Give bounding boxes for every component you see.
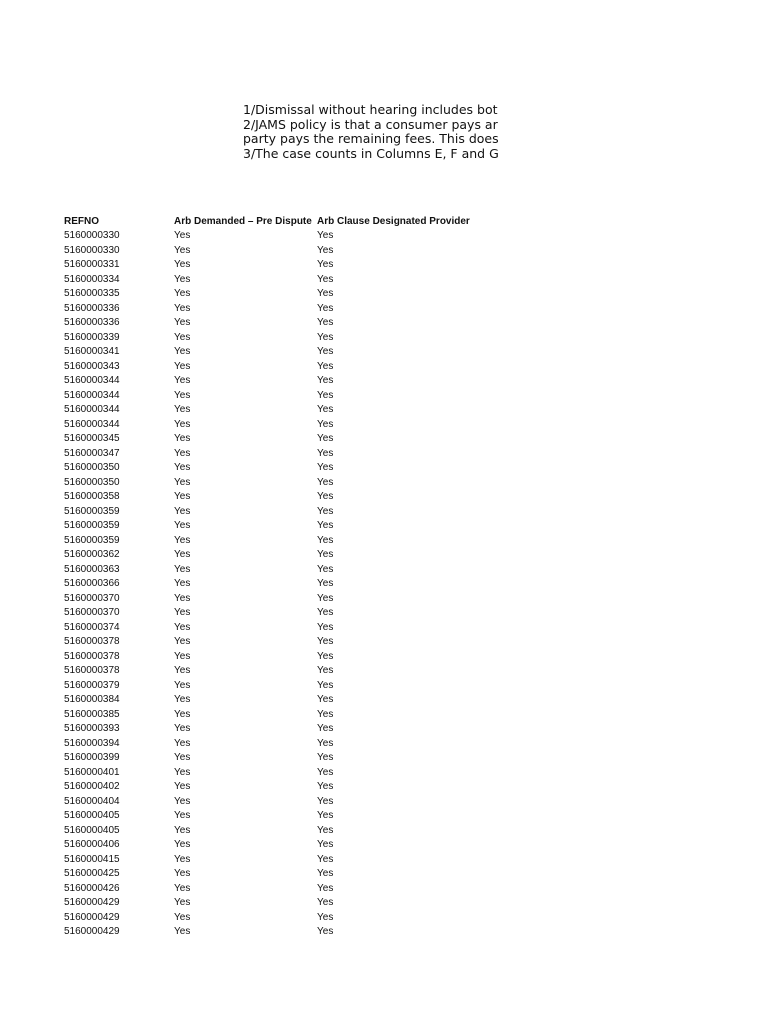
cell-refno: 5160000429 (64, 926, 120, 938)
cell-refno: 5160000374 (64, 621, 120, 633)
table-row (64, 809, 517, 824)
cell-arb-clause-provider: Yes (317, 737, 334, 749)
cell-arb-clause-provider: Yes (317, 230, 334, 242)
cell-refno: 5160000350 (64, 476, 120, 488)
cell-refno: 5160000345 (64, 433, 120, 445)
table-row (64, 620, 517, 635)
table-row (64, 301, 517, 316)
cell-arb-demanded: Yes (174, 447, 191, 459)
notes-block (243, 103, 543, 161)
cell-refno: 5160000402 (64, 781, 120, 793)
table-row (64, 896, 517, 911)
table-row (64, 533, 517, 548)
table-row (64, 707, 517, 722)
table-row (64, 765, 517, 780)
table-row (64, 649, 517, 664)
cell-arb-demanded: Yes (174, 549, 191, 561)
cell-arb-clause-provider: Yes (317, 331, 334, 343)
cell-arb-clause-provider: Yes (317, 244, 334, 256)
cell-arb-clause-provider: Yes (317, 491, 334, 503)
cell-arb-clause-provider: Yes (317, 868, 334, 880)
cell-refno: 5160000429 (64, 897, 120, 909)
cell-arb-demanded: Yes (174, 331, 191, 343)
cell-refno: 5160000331 (64, 259, 120, 271)
cell-arb-demanded: Yes (174, 824, 191, 836)
cell-refno: 5160000341 (64, 346, 120, 358)
table-row (64, 635, 517, 650)
cell-refno: 5160000378 (64, 650, 120, 662)
cell-refno: 5160000378 (64, 665, 120, 677)
table-row (64, 577, 517, 592)
cell-refno: 5160000399 (64, 752, 120, 764)
cell-refno: 5160000384 (64, 694, 120, 706)
table-row (64, 374, 517, 389)
table-row (64, 504, 517, 519)
table-row (64, 403, 517, 418)
refno-table (64, 214, 517, 939)
cell-arb-demanded: Yes (174, 911, 191, 923)
cell-refno: 5160000404 (64, 795, 120, 807)
cell-arb-clause-provider: Yes (317, 505, 334, 517)
cell-arb-demanded: Yes (174, 346, 191, 358)
header-row (64, 214, 517, 229)
cell-arb-clause-provider: Yes (317, 375, 334, 387)
cell-arb-clause-provider: Yes (317, 288, 334, 300)
table-row (64, 925, 517, 940)
cell-arb-demanded: Yes (174, 259, 191, 271)
table-row (64, 229, 517, 244)
header-arb-clause-provider: Arb Clause Designated Provider (317, 215, 470, 227)
cell-refno: 5160000405 (64, 824, 120, 836)
table-row (64, 345, 517, 360)
cell-arb-demanded: Yes (174, 534, 191, 546)
cell-arb-demanded: Yes (174, 839, 191, 851)
cell-arb-demanded: Yes (174, 273, 191, 285)
cell-refno: 5160000339 (64, 331, 120, 343)
cell-refno: 5160000359 (64, 534, 120, 546)
cell-arb-demanded: Yes (174, 795, 191, 807)
table-row (64, 910, 517, 925)
cell-refno: 5160000358 (64, 491, 120, 503)
cell-refno: 5160000336 (64, 302, 120, 314)
cell-arb-clause-provider: Yes (317, 346, 334, 358)
cell-refno: 5160000344 (64, 375, 120, 387)
table-row (64, 548, 517, 563)
cell-arb-demanded: Yes (174, 404, 191, 416)
cell-arb-clause-provider: Yes (317, 708, 334, 720)
cell-refno: 5160000405 (64, 810, 120, 822)
cell-arb-clause-provider: Yes (317, 824, 334, 836)
table-row (64, 591, 517, 606)
table-row (64, 606, 517, 621)
table-row (64, 446, 517, 461)
cell-arb-clause-provider: Yes (317, 752, 334, 764)
header-refno: REFNO (64, 215, 99, 227)
cell-refno: 5160000393 (64, 723, 120, 735)
cell-arb-clause-provider: Yes (317, 853, 334, 865)
table-row (64, 258, 517, 273)
table-row (64, 519, 517, 534)
cell-arb-demanded: Yes (174, 418, 191, 430)
cell-arb-clause-provider: Yes (317, 302, 334, 314)
cell-refno: 5160000330 (64, 230, 120, 242)
cell-arb-clause-provider: Yes (317, 447, 334, 459)
cell-refno: 5160000415 (64, 853, 120, 865)
cell-refno: 5160000378 (64, 636, 120, 648)
cell-refno: 5160000359 (64, 505, 120, 517)
table-row (64, 678, 517, 693)
cell-arb-demanded: Yes (174, 433, 191, 445)
table-row (64, 272, 517, 287)
cell-arb-clause-provider: Yes (317, 607, 334, 619)
cell-arb-demanded: Yes (174, 737, 191, 749)
cell-arb-demanded: Yes (174, 462, 191, 474)
table-row (64, 330, 517, 345)
cell-refno: 5160000362 (64, 549, 120, 561)
cell-refno: 5160000425 (64, 868, 120, 880)
cell-arb-demanded: Yes (174, 317, 191, 329)
cell-refno: 5160000379 (64, 679, 120, 691)
cell-arb-demanded: Yes (174, 679, 191, 691)
cell-arb-clause-provider: Yes (317, 897, 334, 909)
cell-arb-demanded: Yes (174, 636, 191, 648)
cell-arb-demanded: Yes (174, 578, 191, 590)
cell-refno: 5160000429 (64, 911, 120, 923)
cell-arb-clause-provider: Yes (317, 433, 334, 445)
table-row (64, 736, 517, 751)
cell-arb-clause-provider: Yes (317, 592, 334, 604)
table-row (64, 751, 517, 766)
table-body (64, 229, 517, 940)
table-row (64, 475, 517, 490)
cell-arb-demanded: Yes (174, 665, 191, 677)
cell-arb-demanded: Yes (174, 607, 191, 619)
cell-refno: 5160000335 (64, 288, 120, 300)
cell-arb-clause-provider: Yes (317, 360, 334, 372)
note-line: party pays the remaining fees. This does (243, 131, 499, 146)
cell-arb-clause-provider: Yes (317, 578, 334, 590)
cell-arb-clause-provider: Yes (317, 882, 334, 894)
cell-refno: 5160000359 (64, 520, 120, 532)
cell-arb-clause-provider: Yes (317, 317, 334, 329)
cell-arb-demanded: Yes (174, 563, 191, 575)
cell-arb-demanded: Yes (174, 621, 191, 633)
cell-arb-demanded: Yes (174, 752, 191, 764)
table-row (64, 664, 517, 679)
cell-arb-clause-provider: Yes (317, 476, 334, 488)
cell-refno: 5160000406 (64, 839, 120, 851)
table-row (64, 823, 517, 838)
table-row (64, 867, 517, 882)
cell-refno: 5160000385 (64, 708, 120, 720)
cell-arb-clause-provider: Yes (317, 636, 334, 648)
cell-arb-clause-provider: Yes (317, 781, 334, 793)
cell-arb-clause-provider: Yes (317, 534, 334, 546)
table-row (64, 417, 517, 432)
table-row (64, 359, 517, 374)
cell-arb-demanded: Yes (174, 230, 191, 242)
cell-arb-demanded: Yes (174, 360, 191, 372)
cell-arb-clause-provider: Yes (317, 520, 334, 532)
table-row (64, 562, 517, 577)
table-row (64, 461, 517, 476)
cell-refno: 5160000366 (64, 578, 120, 590)
table-row (64, 693, 517, 708)
cell-arb-demanded: Yes (174, 505, 191, 517)
cell-arb-clause-provider: Yes (317, 839, 334, 851)
cell-arb-demanded: Yes (174, 810, 191, 822)
cell-arb-clause-provider: Yes (317, 679, 334, 691)
cell-refno: 5160000426 (64, 882, 120, 894)
cell-arb-demanded: Yes (174, 491, 191, 503)
cell-arb-demanded: Yes (174, 389, 191, 401)
cell-arb-clause-provider: Yes (317, 694, 334, 706)
cell-arb-clause-provider: Yes (317, 549, 334, 561)
header-arb-demanded: Arb Demanded – Pre Dispute (174, 215, 312, 227)
cell-refno: 5160000344 (64, 389, 120, 401)
cell-arb-demanded: Yes (174, 926, 191, 938)
cell-arb-demanded: Yes (174, 476, 191, 488)
cell-arb-demanded: Yes (174, 868, 191, 880)
table-row (64, 794, 517, 809)
cell-arb-clause-provider: Yes (317, 563, 334, 575)
cell-arb-clause-provider: Yes (317, 795, 334, 807)
cell-arb-demanded: Yes (174, 288, 191, 300)
cell-arb-clause-provider: Yes (317, 766, 334, 778)
note-line: 2/JAMS policy is that a consumer pays ar (243, 116, 498, 132)
cell-arb-demanded: Yes (174, 708, 191, 720)
cell-arb-demanded: Yes (174, 244, 191, 256)
cell-arb-demanded: Yes (174, 375, 191, 387)
note-line: 3/The case counts in Columns E, F and G (243, 145, 499, 161)
cell-refno: 5160000401 (64, 766, 120, 778)
cell-refno: 5160000363 (64, 563, 120, 575)
cell-arb-clause-provider: Yes (317, 665, 334, 677)
cell-refno: 5160000370 (64, 607, 120, 619)
cell-arb-clause-provider: Yes (317, 462, 334, 474)
cell-arb-demanded: Yes (174, 520, 191, 532)
cell-arb-clause-provider: Yes (317, 418, 334, 430)
table-row (64, 316, 517, 331)
cell-refno: 5160000343 (64, 360, 120, 372)
cell-arb-clause-provider: Yes (317, 911, 334, 923)
cell-arb-clause-provider: Yes (317, 621, 334, 633)
table-row (64, 287, 517, 302)
table-row (64, 838, 517, 853)
cell-arb-demanded: Yes (174, 781, 191, 793)
table-row (64, 722, 517, 737)
cell-arb-clause-provider: Yes (317, 723, 334, 735)
cell-arb-demanded: Yes (174, 592, 191, 604)
cell-refno: 5160000334 (64, 273, 120, 285)
cell-arb-demanded: Yes (174, 302, 191, 314)
cell-refno: 5160000370 (64, 592, 120, 604)
table-row (64, 852, 517, 867)
cell-arb-clause-provider: Yes (317, 259, 334, 271)
table-row (64, 243, 517, 258)
cell-arb-clause-provider: Yes (317, 810, 334, 822)
table-row (64, 881, 517, 896)
cell-arb-clause-provider: Yes (317, 389, 334, 401)
cell-arb-clause-provider: Yes (317, 926, 334, 938)
cell-arb-demanded: Yes (174, 897, 191, 909)
cell-arb-demanded: Yes (174, 650, 191, 662)
cell-refno: 5160000347 (64, 447, 120, 459)
cell-arb-demanded: Yes (174, 766, 191, 778)
cell-arb-clause-provider: Yes (317, 273, 334, 285)
cell-arb-demanded: Yes (174, 882, 191, 894)
table-row (64, 780, 517, 795)
table-row (64, 388, 517, 403)
table-row (64, 490, 517, 505)
note-line: 1/Dismissal without hearing includes bot (243, 103, 498, 117)
cell-refno: 5160000344 (64, 404, 120, 416)
cell-arb-demanded: Yes (174, 694, 191, 706)
cell-refno: 5160000350 (64, 462, 120, 474)
cell-refno: 5160000344 (64, 418, 120, 430)
cell-arb-demanded: Yes (174, 723, 191, 735)
cell-refno: 5160000394 (64, 737, 120, 749)
cell-arb-demanded: Yes (174, 853, 191, 865)
cell-arb-clause-provider: Yes (317, 650, 334, 662)
table-row (64, 432, 517, 447)
cell-refno: 5160000330 (64, 244, 120, 256)
cell-arb-clause-provider: Yes (317, 404, 334, 416)
cell-refno: 5160000336 (64, 317, 120, 329)
